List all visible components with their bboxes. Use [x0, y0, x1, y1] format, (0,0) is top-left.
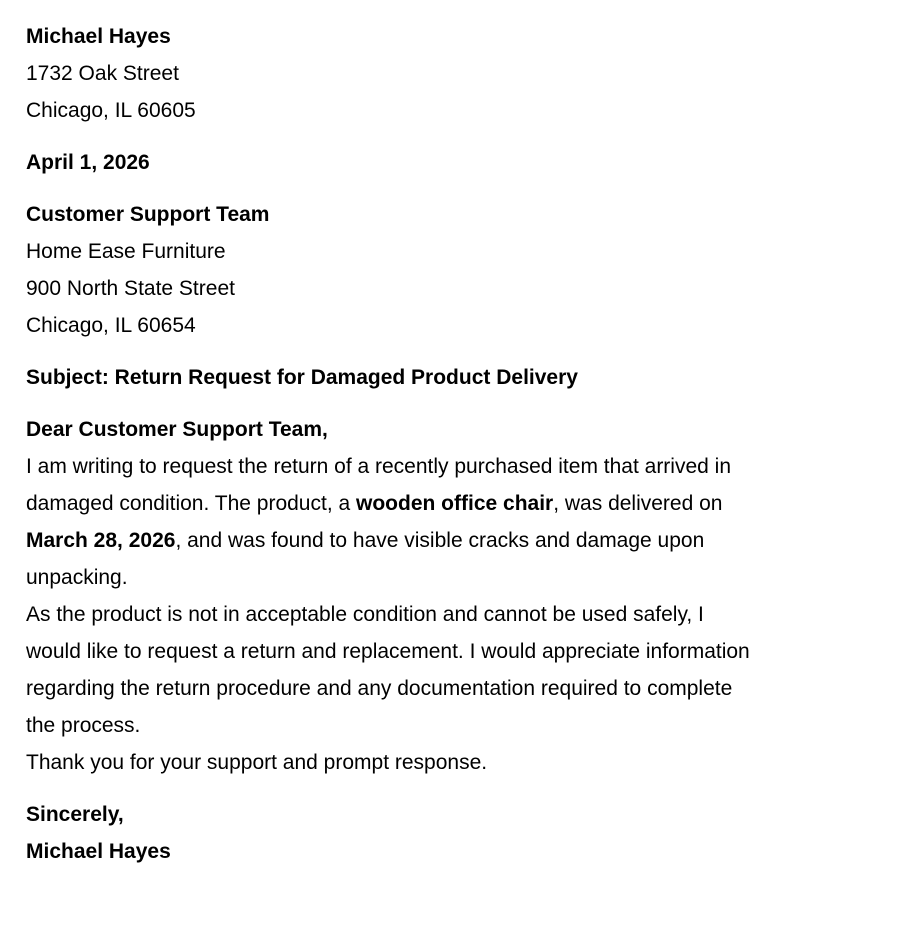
- letter-date: April 1, 2026: [26, 151, 150, 174]
- sender-address-block: [26, 18, 874, 129]
- recipient-company: Home Ease Furniture: [26, 240, 226, 263]
- paragraph-1-text: , was delivered on: [553, 492, 723, 515]
- subject-line: Subject: Return Request for Damaged Product Delivery: [26, 366, 578, 389]
- recipient-address-block: [26, 196, 874, 344]
- delivery-date-emphasis: March 28, 2026: [26, 529, 176, 552]
- salutation: Dear Customer Support Team,: [26, 418, 328, 441]
- paragraph-2-line-1: As the product is not in acceptable condition and cannot be used safely, I: [26, 603, 704, 626]
- paragraph-1-line-4: unpacking.: [26, 566, 128, 589]
- recipient-street: 900 North State Street: [26, 277, 235, 300]
- sender-street: 1732 Oak Street: [26, 62, 179, 85]
- paragraph-1-text: , and was found to have visible cracks and damage upon: [175, 529, 705, 552]
- paragraph-1-text: damaged condition. The product, a: [26, 492, 357, 515]
- recipient-name: Customer Support Team: [26, 203, 270, 226]
- body-paragraph-3: [26, 744, 876, 781]
- salutation-block: [26, 411, 874, 448]
- sender-name: Michael Hayes: [26, 25, 171, 48]
- subject-block: [26, 359, 874, 396]
- body-paragraph-1: [26, 448, 876, 596]
- closing-block: [26, 796, 874, 870]
- paragraph-2-line-4: the process.: [26, 714, 141, 737]
- paragraph-2-line-3: regarding the return procedure and any documentation required to complete: [26, 677, 733, 700]
- valediction: Sincerely,: [26, 803, 124, 826]
- date-block: [26, 144, 874, 181]
- paragraph-1-line-3: [26, 522, 876, 559]
- product-name-emphasis: wooden office chair: [356, 492, 554, 515]
- recipient-city-state-zip: Chicago, IL 60654: [26, 314, 196, 337]
- body-paragraph-2: [26, 596, 876, 744]
- paragraph-1-line-2: [26, 485, 876, 522]
- signature-name: Michael Hayes: [26, 840, 171, 863]
- paragraph-1-line-1: I am writing to request the return of a recently purchased item that arrived in: [26, 455, 732, 478]
- paragraph-2-line-2: would like to request a return and replacement. I would appreciate information: [26, 640, 750, 663]
- paragraph-3-line-1: Thank you for your support and prompt response.: [26, 751, 488, 774]
- sender-city-state-zip: Chicago, IL 60605: [26, 99, 196, 122]
